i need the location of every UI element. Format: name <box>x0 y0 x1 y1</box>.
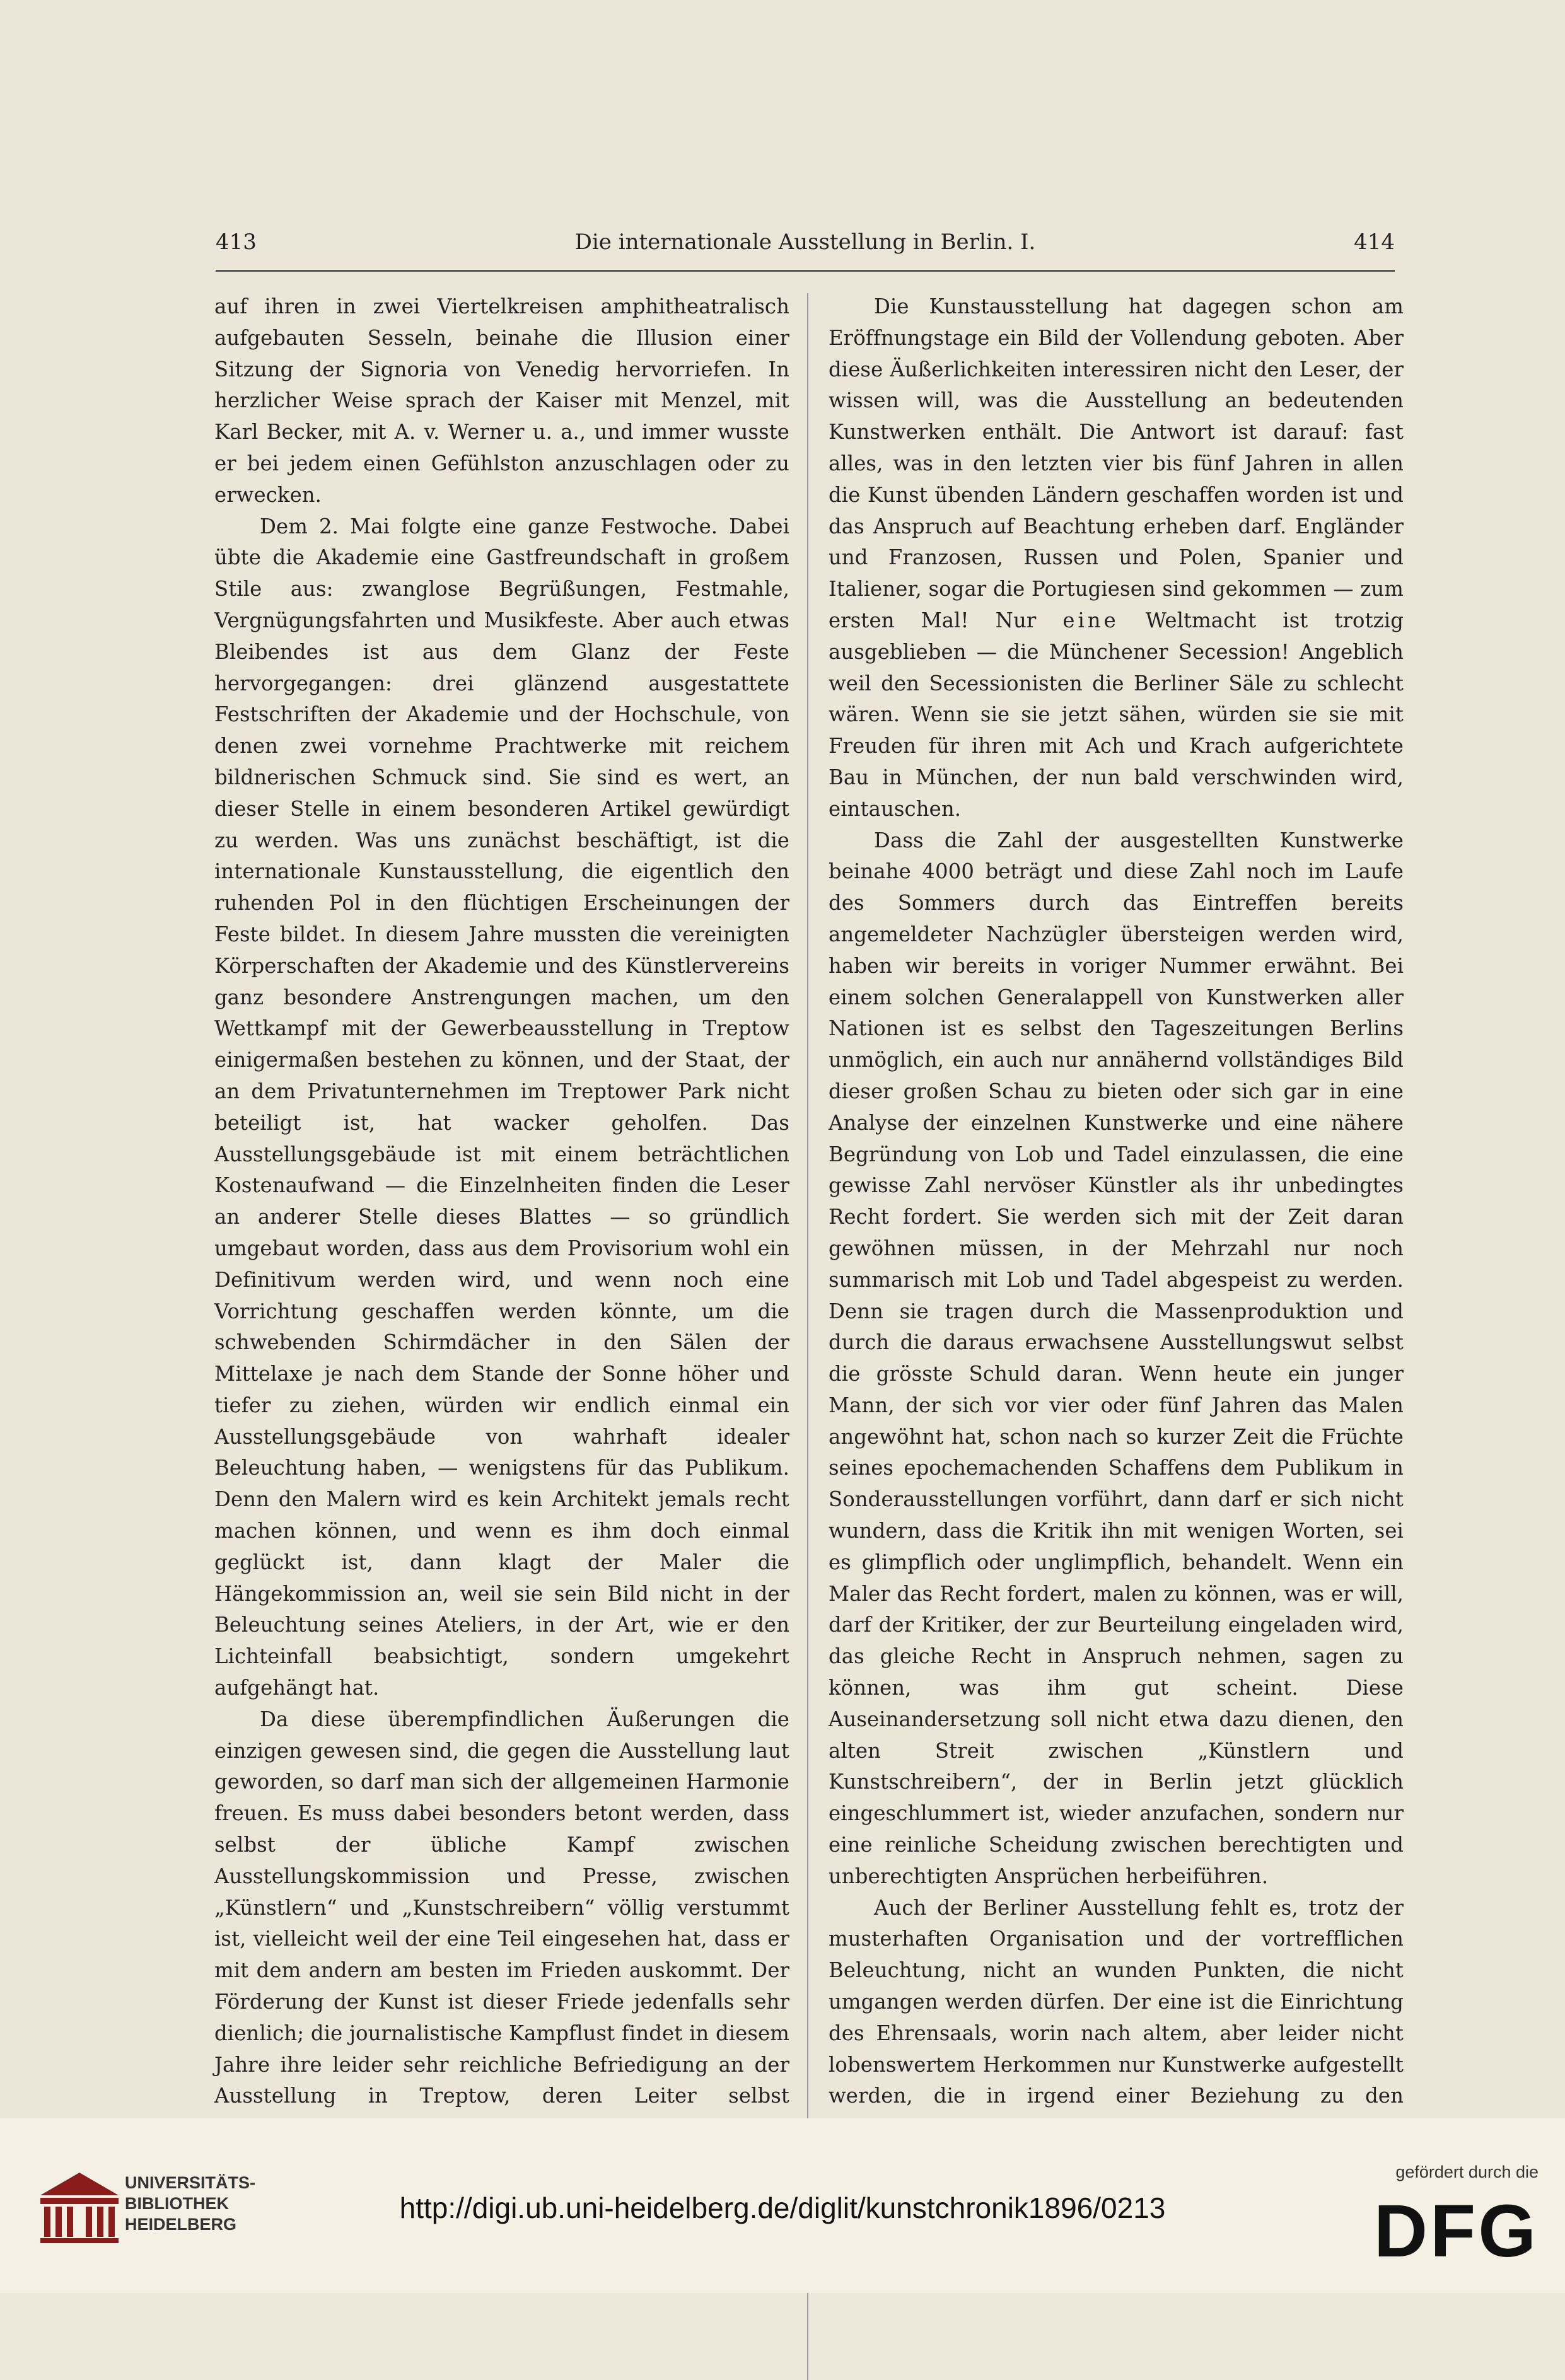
running-title: Die internationale Ausstellung in Berlin. I. <box>574 229 1036 255</box>
paragraph <box>829 291 1404 825</box>
library-name: UNIVERSITÄTS- BIBLIOTHEK HEIDELBERG <box>125 2173 256 2234</box>
paragraph: auf ihren in zwei Viertelkreisen amphitheatralisch aufgebauten Sesseln, beinahe die Illusion einer Sitzung der Signoria von Venedig hervorriefen. In herzlicher Weise sprach der Kaiser mit Menzel, mit Karl Becker, mit A. v. Werner u. a., und immer wusste er bei jedem einen Gefühlston anzuschlagen oder zu erwecken. <box>214 294 789 507</box>
emphasized-word: eine <box>1062 608 1119 632</box>
paragraph-text: Die Kunstausstellung hat dagegen schon am Eröffnungstage ein Bild der Vollendung geboten. Aber diese Äußerlichkeiten interessiren nicht den Leser, der wissen will, was die Ausstellung an bedeutenden Kunstwerken enthält. Die Antwort ist darauf: fast alles, was in den letzten vier bis fünf Jahren in allen die Kunst übenden Ländern geschaffen worden ist und das Anspruch auf Beachtung erheben darf. Engländer und Franzosen, Russen und Polen, Spanier und Italiener, sogar die Portugiesen sind gekommen — zum ersten Mal! Nur <box>829 294 1404 632</box>
header-rule <box>216 270 1395 272</box>
column-divider <box>807 293 808 2380</box>
page-number-left: 413 <box>216 229 257 255</box>
paragraph: Auch der Berliner Ausstellung fehlt es, trotz der musterhaften Organisation und der vortrefflichen Beleuchtung, nicht an wunden Punkten, die nicht umgangen werden dürfen. Der eine ist die Einrichtung des Ehrensaals, worin nach altem, aber leider nicht lobenswertem Herkommen nur Kunstwerke aufgestellt werden, die in irgend einer Beziehung zu den <box>829 1895 1404 2108</box>
left-column <box>214 291 789 2207</box>
permalink-url[interactable]: http://digi.ub.uni-heidelberg.de/diglit/kunstchronik1896/0213 <box>399 2191 1166 2224</box>
running-head <box>216 229 1395 274</box>
funded-by-label: gefördert durch die <box>1395 2162 1539 2181</box>
paragraph: Dem 2. Mai folgte eine ganze Festwoche. Dabei übte die Akademie eine Gastfreundschaft in großem Stile aus: zwanglose Begrüßungen, Festmahle, Vergnügungsfahrten und Musikfeste. Aber auch etwas Bleibendes ist aus dem Glanz der Feste hervorgegangen: drei glänzend ausgestattete Festschriften der Akademie und der Hochschule, von denen zwei vornehme Prachtwerke mit reichem bildnerischen Schmuck sind. Sie sind es wert, an dieser Stelle in einem besonderen Artikel gewürdigt zu werden. Was uns zunächst beschäftigt, ist die internationale Kunstausstellung, die eigentlich den ruhenden Pol in den flüchtigen Erscheinungen der Feste bildet. In diesem Jahre mussten die vereinigten Körperschaften der Akademie und des Künstlervereins ganz besondere Anstrengungen machen, um den Wettkampf mit der Gewerbeausstellung in Treptow einigermaßen bestehen zu können, und der Staat, der an dem Privatunternehmen im Treptower Park nicht beteiligt ist, hat wacker geholfen. Das Ausstellungsgebäude ist mit einem beträchtlichen Kostenaufwand — die Einzelnheiten finden die Leser an anderer Stelle dieses Blattes — so gründlich umgebaut worden, dass aus dem Provisorium wohl ein Definitivum werden wird, und wenn noch eine Vorrichtung geschaffen werden könnte, um die schwebenden Schirmdächer in den Sälen der Mittelaxe je nach dem Stande der Sonne höher und tiefer zu ziehen, würden wir endlich einmal ein Ausstellungsgebäude von wahrhaft idealer Beleuchtung haben, — wenigstens für das Publikum. Denn den Malern wird es kein Architekt jemals recht machen können, und wenn es ihm doch einmal geglückt ist, dann klagt der Maler die Hängekommission an, weil sie sein Bild nicht in der Beleuchtung seines Ateliers, in der Art, wie er den Lichteinfall beabsichtigt, sondern umgekehrt aufgehängt hat. <box>214 514 789 1700</box>
paragraph-text: Weltmacht ist trotzig ausgeblieben — die Münchener Secession! Angeblich weil den Secessionisten die Berliner Säle zu schlecht wären. Wenn sie sie jetzt sähen, würden sie sie mit Freuden für ihren mit Ach und Krach aufgerichtete Bau in München, der nun bald verschwinden wird, eintauschen. <box>829 608 1404 821</box>
paragraph: Da diese überempfindlichen Äußerungen die einzigen gewesen sind, die gegen die Ausstellung laut geworden, so darf man sich der allgemeinen Harmonie freuen. Es muss dabei besonders betont werden, dass selbst der übliche Kampf zwischen Ausstellungskommission und Presse, zwischen „Künstlern“ und „Kunstschreibern“ völlig verstummt ist, vielleicht weil der eine Teil eingesehen hat, dass er mit dem andern am besten im Frieden auskommt. Der Förderung der Kunst ist dieser Friede jedenfalls sehr dienlich; die journalistische Kampflust findet in diesem Jahre ihre leider sehr reichliche Befriedigung an der Ausstellung in Treptow, deren Leiter selbst <box>214 1707 789 2108</box>
right-column <box>829 291 1404 2175</box>
paragraph: Dass die Zahl der ausgestellten Kunstwerke beinahe 4000 beträgt und diese Zahl noch im Laufe des Sommers durch das Eintreffen bereits angemeldeter Nachzügler übersteigen werden wird, haben wir bereits in voriger Nummer erwähnt. Bei einem solchen Generalappell von Kunstwerken aller Nationen ist es selbst den Tageszeitungen Berlins unmöglich, ein auch nur annähernd vollständiges Bild dieser großen Schau zu bieten oder sich gar in eine Analyse der einzelnen Kunstwerke und eine nähere Begründung von Lob und Tadel einzulassen, die eine gewisse Zahl nervöser Künstler als ihr unbedingtes Recht fordert. Sie werden sich mit der Zeit daran gewöhnen müssen, in der Mehrzahl nur noch summarisch mit Lob und Tadel abgespeist zu werden. Denn sie tragen durch die Massenproduktion und durch die daraus erwachsene Ausstellungswut selbst die grösste Schuld daran. Wenn heute ein junger Mann, der sich vor vier oder fünf Jahren das Malen angewöhnt hat, schon nach so kurzer Zeit die Früchte seines epochemachenden Schaffens dem Publikum in Sonderausstellungen vorführt, dann darf er sich nicht wundern, dass die Kritik ihn mit wenigen Worten, sei es glimpflich oder unglimpflich, behandelt. Wenn ein Maler das Recht fordert, malen zu können, was er will, darf der Kritiker, der zur Beurteilung eingeladen wird, das gleiche Recht in Anspruch nehmen, sagen zu können, was ihm gut scheint. Diese Auseinandersetzung soll nicht etwa dazu dienen, den alten Streit zwischen „Künstlern und Kunstschreibern“, der in Berlin jetzt glücklich eingeschlummert ist, wieder anzufachen, sondern nur eine reinliche Scheidung zwischen berechtigten und unberechtigten Ansprüchen herbeiführen. <box>829 828 1404 1888</box>
dfg-logo: DFG <box>1373 2190 1539 2273</box>
page-number-right: 414 <box>1354 229 1395 255</box>
